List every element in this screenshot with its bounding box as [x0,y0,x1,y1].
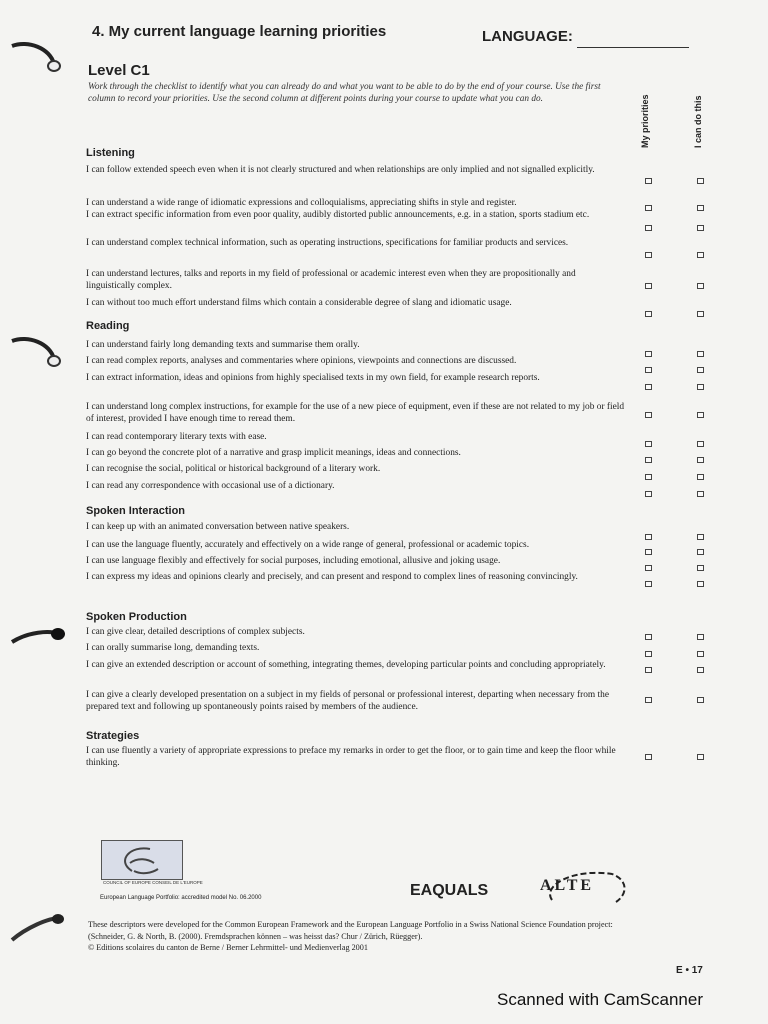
checklist-item: I can understand lectures, talks and reports in my field of professional or academic interest even when they are propositionally and linguistically complex. [86,269,576,291]
priority-checkbox[interactable] [645,283,652,289]
eaquals-logo: EAQUALS [410,882,489,899]
section-heading: Spoken Production [86,611,187,623]
checklist-item: I can understand complex technical information, such as operating instructions, specifications for familiar products and services. [86,238,569,248]
priority-checkbox[interactable] [645,697,652,703]
can-do-checkbox[interactable] [697,441,704,447]
priority-checkbox[interactable] [645,474,652,480]
priority-checkbox[interactable] [645,754,652,760]
priority-checkbox[interactable] [645,441,652,447]
priority-checkbox[interactable] [645,651,652,657]
can-do-checkbox[interactable] [697,581,704,587]
can-do-checkbox[interactable] [697,205,704,211]
can-do-checkbox[interactable] [697,384,704,390]
section-heading: Strategies [86,730,140,742]
priority-checkbox[interactable] [645,205,652,211]
checklist-item: I can give an extended description or account of something, integrating themes, developing particular points and concluding appropriately. [86,660,606,670]
can-do-checkbox[interactable] [697,457,704,463]
priority-checkbox[interactable] [645,384,652,390]
checklist-item: I can understand a wide range of idiomatic expressions and colloquialisms, appreciating shifts in style and register. [86,198,517,208]
level-heading: Level C1 [88,62,150,79]
checklist-item: I can read any correspondence with occasional use of a dictionary. [86,481,335,491]
priority-checkbox[interactable] [645,565,652,571]
council-of-europe-emblem-icon [102,841,182,879]
footer-copyright: © Editions scolaires du canton de Berne / Berner Lehrmittel- und Medienverlag 2001 [88,943,368,952]
can-do-checkbox[interactable] [697,667,704,673]
binder-ring-icon [8,620,66,656]
priority-checkbox[interactable] [645,367,652,373]
checklist-item: I can read complex reports, analyses and commentaries where opinions, viewpoints and connections are discussed. [86,356,517,366]
priority-checkbox[interactable] [645,412,652,418]
checklist-item: I can orally summarise long, demanding texts. [86,643,260,653]
page-title: 4. My current language learning priorities [92,23,387,40]
checklist-item: I can give a clearly developed presentation on a subject in my fields of personal or professional interest, departing when necessary from the prepared text and following up spontaneously points raised by members of the audience. [86,690,609,712]
can-do-checkbox[interactable] [697,474,704,480]
alte-arc-icon [532,866,632,906]
priority-checkbox[interactable] [645,581,652,587]
checklist-item: I can use language flexibly and effectively for social purposes, including emotional, allusive and joking usage. [86,556,501,566]
council-of-europe-caption: COUNCIL OF EUROPE CONSEIL DE L'EUROPE [103,880,203,885]
intro-text: Work through the checklist to identify what you can already do and what you want to be able to do by the end of your course. Use the first column to record your priorities. Use the second column at different points during your course to update what you can do. [88,82,601,104]
priority-checkbox[interactable] [645,351,652,357]
language-label: LANGUAGE: [482,28,573,45]
checklist-item: I can keep up with an animated conversation between native speakers. [86,522,350,532]
binder-ring-icon [8,333,66,369]
checklist-item: I can understand fairly long demanding texts and summarise them orally. [86,340,360,350]
priority-checkbox[interactable] [645,178,652,184]
can-do-checkbox[interactable] [697,697,704,703]
can-do-checkbox[interactable] [697,367,704,373]
priority-checkbox[interactable] [645,252,652,258]
column-header-priorities: My priorities [640,94,650,148]
can-do-checkbox[interactable] [697,283,704,289]
can-do-checkbox[interactable] [697,565,704,571]
section-heading: Reading [86,320,130,332]
council-of-europe-logo [101,840,183,880]
can-do-checkbox[interactable] [697,225,704,231]
checklist-item: I can without too much effort understand films which contain a considerable degree of slang and idiomatic usage. [86,298,512,308]
language-blank-line[interactable] [577,47,689,48]
section-heading: Listening [86,147,135,159]
checklist-item: I can use fluently a variety of appropriate expressions to preface my remarks in order to get the floor, or to gain time and keep the floor while thinking. [86,746,616,768]
can-do-checkbox[interactable] [697,311,704,317]
checklist-item: I can extract information, ideas and opinions from highly specialised texts in my own field, for example research reports. [86,373,540,383]
priority-checkbox[interactable] [645,457,652,463]
priority-checkbox[interactable] [645,534,652,540]
checklist-item: I can extract specific information from even poor quality, audibly distorted public announcements, e.g. in a station, sports stadium etc. [86,210,590,220]
checklist-item: I can use the language fluently, accurately and effectively on a wide range of general, professional or academic topics. [86,540,530,550]
priority-checkbox[interactable] [645,491,652,497]
can-do-checkbox[interactable] [697,534,704,540]
priority-checkbox[interactable] [645,225,652,231]
page-number: E • 17 [676,965,703,976]
checklist-item: I can recognise the social, political or historical background of a literary work. [86,464,381,474]
priority-checkbox[interactable] [645,311,652,317]
scanner-watermark: Scanned with CamScanner [497,990,704,1009]
priority-checkbox[interactable] [645,667,652,673]
checklist-item: I can understand long complex instructions, for example for the use of a new piece of equipment, even if these are not related to my job or field of interest, provided I have enough time to reread them. [86,402,625,424]
can-do-checkbox[interactable] [697,549,704,555]
can-do-checkbox[interactable] [697,178,704,184]
can-do-checkbox[interactable] [697,754,704,760]
can-do-checkbox[interactable] [697,491,704,497]
section-heading: Spoken Interaction [86,505,186,517]
alte-logo: ALTE [540,877,595,894]
can-do-checkbox[interactable] [697,252,704,258]
checklist-item: I can give clear, detailed descriptions of complex subjects. [86,627,305,637]
binder-ring-icon [8,910,66,946]
footer-text [88,919,648,954]
can-do-checkbox[interactable] [697,351,704,357]
binder-ring-icon [8,38,66,74]
checklist-item: I can express my ideas and opinions clearly and precisely, and can present and respond to complex lines of reasoning convincingly. [86,572,578,582]
can-do-checkbox[interactable] [697,651,704,657]
can-do-checkbox[interactable] [697,412,704,418]
checklist-item: I can go beyond the concrete plot of a narrative and grasp implicit meanings, ideas and connections. [86,448,461,458]
can-do-checkbox[interactable] [697,634,704,640]
elp-accreditation-caption: European Language Portfolio: accredited model No. 06.2000 [100,895,262,901]
column-header-can-do: I can do this [693,95,703,148]
priority-checkbox[interactable] [645,634,652,640]
checklist-item: I can read contemporary literary texts with ease. [86,432,267,442]
priority-checkbox[interactable] [645,549,652,555]
footer-citation: These descriptors were developed for the Common European Framework and the European Language Portfolio in a Swiss National Science Foundation project: (Schneider, G. & North, B. (2000). Fremdsprachen können – was heisst das? Chur / Zürich, Rüegger). [88,920,613,941]
checklist-item: I can follow extended speech even when it is not clearly structured and when relationships are only implied and not signalled explicitly. [86,165,595,175]
